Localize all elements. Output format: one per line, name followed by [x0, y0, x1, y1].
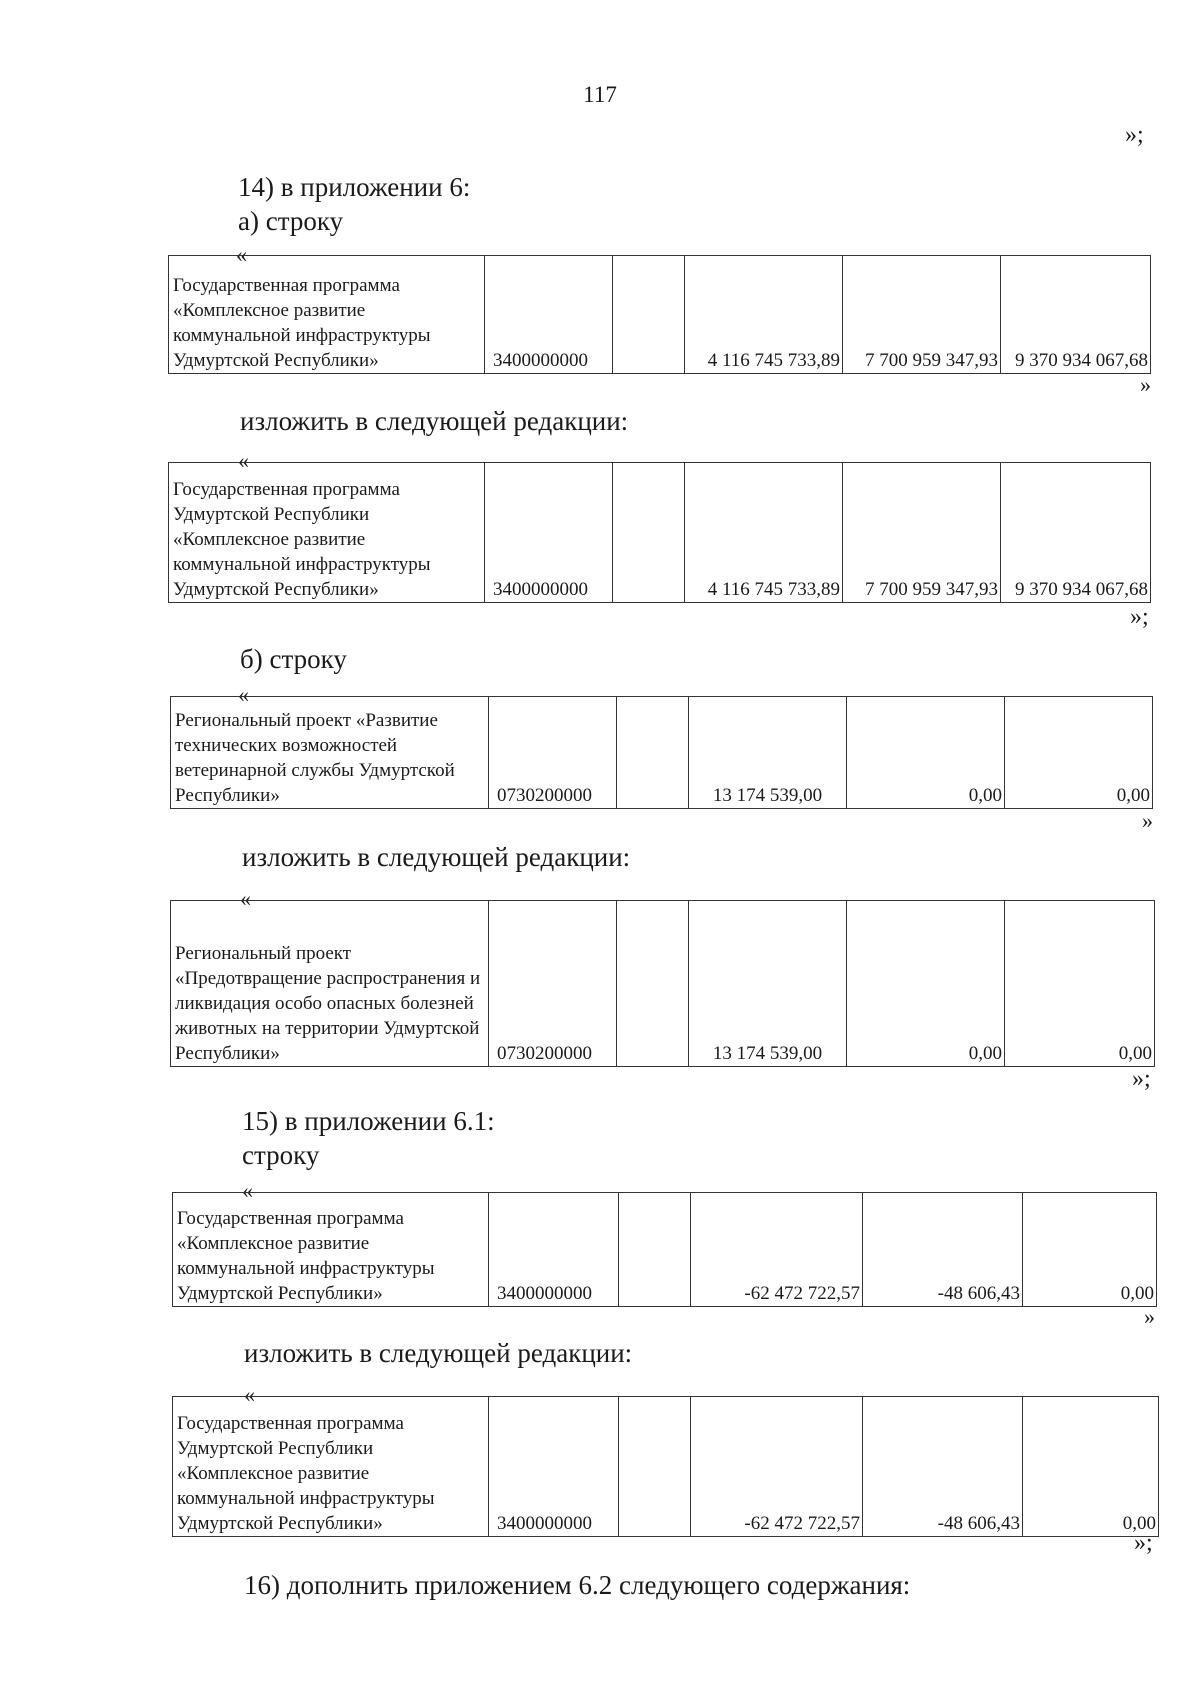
- open-quote-2: «: [238, 448, 249, 473]
- row-value-3: 0,00: [1005, 697, 1153, 809]
- table-14a-original: [168, 255, 1151, 374]
- close-quote-semicolon-2: »;: [1132, 1066, 1151, 1092]
- item-15-heading: 15) в приложении 6.1:: [242, 1106, 495, 1136]
- open-quote-3: «: [238, 682, 249, 707]
- row-name: Государственная программа «Комплексное развитие коммунальной инфраструктуры Удмуртской Республики»: [173, 1193, 489, 1307]
- row-code: 3400000000: [489, 1193, 619, 1307]
- open-quote-6: «: [244, 1382, 255, 1407]
- row-value-3: 0,00: [1023, 1397, 1159, 1537]
- row-name: Региональный проект «Развитие технических возможностей ветеринарной службы Удмуртской Республики»: [171, 697, 489, 809]
- row-value-2: -48 606,43: [863, 1397, 1023, 1537]
- row-name: Региональный проект «Предотвращение распространения и ликвидация особо опасных болезней животных на территории Удмуртской Республики»: [171, 901, 489, 1067]
- close-quote-semicolon-3: »;: [1134, 1530, 1153, 1556]
- row-value-1: 4 116 745 733,89: [685, 256, 843, 374]
- item-14a-label: а) строку: [238, 206, 344, 236]
- row-value-2: 0,00: [847, 697, 1005, 809]
- row-value-3: 0,00: [1005, 901, 1155, 1067]
- row-value-1: -62 472 722,57: [691, 1193, 863, 1307]
- closing-quote-top: »;: [1125, 122, 1144, 148]
- item-14-heading: 14) в приложении 6:: [238, 172, 471, 202]
- row-value-1: -62 472 722,57: [691, 1397, 863, 1537]
- row-value-1: 4 116 745 733,89: [685, 463, 843, 603]
- row-code: 3400000000: [485, 463, 613, 603]
- row-code: 0730200000: [489, 697, 617, 809]
- row-code: 3400000000: [489, 1397, 619, 1537]
- table-14a-new: [168, 462, 1151, 603]
- table-14b-original: [170, 696, 1153, 809]
- row-value-2: 7 700 959 347,93: [843, 256, 1001, 374]
- item-16-heading: 16) дополнить приложением 6.2 следующего содержания:: [244, 1570, 911, 1600]
- item-15-label: строку: [242, 1140, 320, 1170]
- close-quote-2: »: [1142, 808, 1153, 833]
- edit-phrase-2: изложить в следующей редакции:: [242, 842, 631, 872]
- table-15-new: [172, 1396, 1159, 1537]
- table-15-original: [172, 1192, 1157, 1307]
- close-quote-semicolon-1: »;: [1130, 604, 1149, 630]
- row-value-2: 0,00: [847, 901, 1005, 1067]
- close-quote-3: »: [1144, 1304, 1155, 1329]
- row-extra: [619, 1193, 691, 1307]
- row-value-3: 9 370 934 067,68: [1001, 463, 1151, 603]
- table-row: [169, 256, 1151, 374]
- row-extra: [613, 463, 685, 603]
- table-row: [173, 1397, 1159, 1537]
- row-extra: [617, 901, 689, 1067]
- row-value-3: 0,00: [1023, 1193, 1157, 1307]
- row-code: 0730200000: [489, 901, 617, 1067]
- row-code: 3400000000: [485, 256, 613, 374]
- row-value-1: 13 174 539,00: [689, 697, 847, 809]
- table-row: [169, 463, 1151, 603]
- row-extra: [619, 1397, 691, 1537]
- table-14b-new: [170, 900, 1155, 1067]
- page-number: 117: [583, 82, 617, 107]
- row-value-2: 7 700 959 347,93: [843, 463, 1001, 603]
- row-name: Государственная программа «Комплексное развитие коммунальной инфраструктуры Удмуртской Республики»: [169, 256, 485, 374]
- row-extra: [617, 697, 689, 809]
- row-value-2: -48 606,43: [863, 1193, 1023, 1307]
- open-quote-1: «: [236, 242, 247, 267]
- row-value-3: 9 370 934 067,68: [1001, 256, 1151, 374]
- table-row: [171, 901, 1155, 1067]
- row-name: Государственная программа Удмуртской Республики «Комплексное развитие коммунальной инфраструктуры Удмуртской Республики»: [173, 1397, 489, 1537]
- table-row: [171, 697, 1153, 809]
- open-quote-5: «: [242, 1178, 253, 1203]
- table-row: [173, 1193, 1157, 1307]
- close-quote-1: »: [1140, 372, 1151, 397]
- edit-phrase-1: изложить в следующей редакции:: [240, 406, 629, 436]
- row-value-1: 13 174 539,00: [689, 901, 847, 1067]
- item-14b-label: б) строку: [240, 644, 347, 674]
- edit-phrase-3: изложить в следующей редакции:: [244, 1338, 633, 1368]
- row-name: Государственная программа Удмуртской Республики «Комплексное развитие коммунальной инфраструктуры Удмуртской Республики»: [169, 463, 485, 603]
- row-extra: [613, 256, 685, 374]
- open-quote-4: «: [240, 886, 251, 911]
